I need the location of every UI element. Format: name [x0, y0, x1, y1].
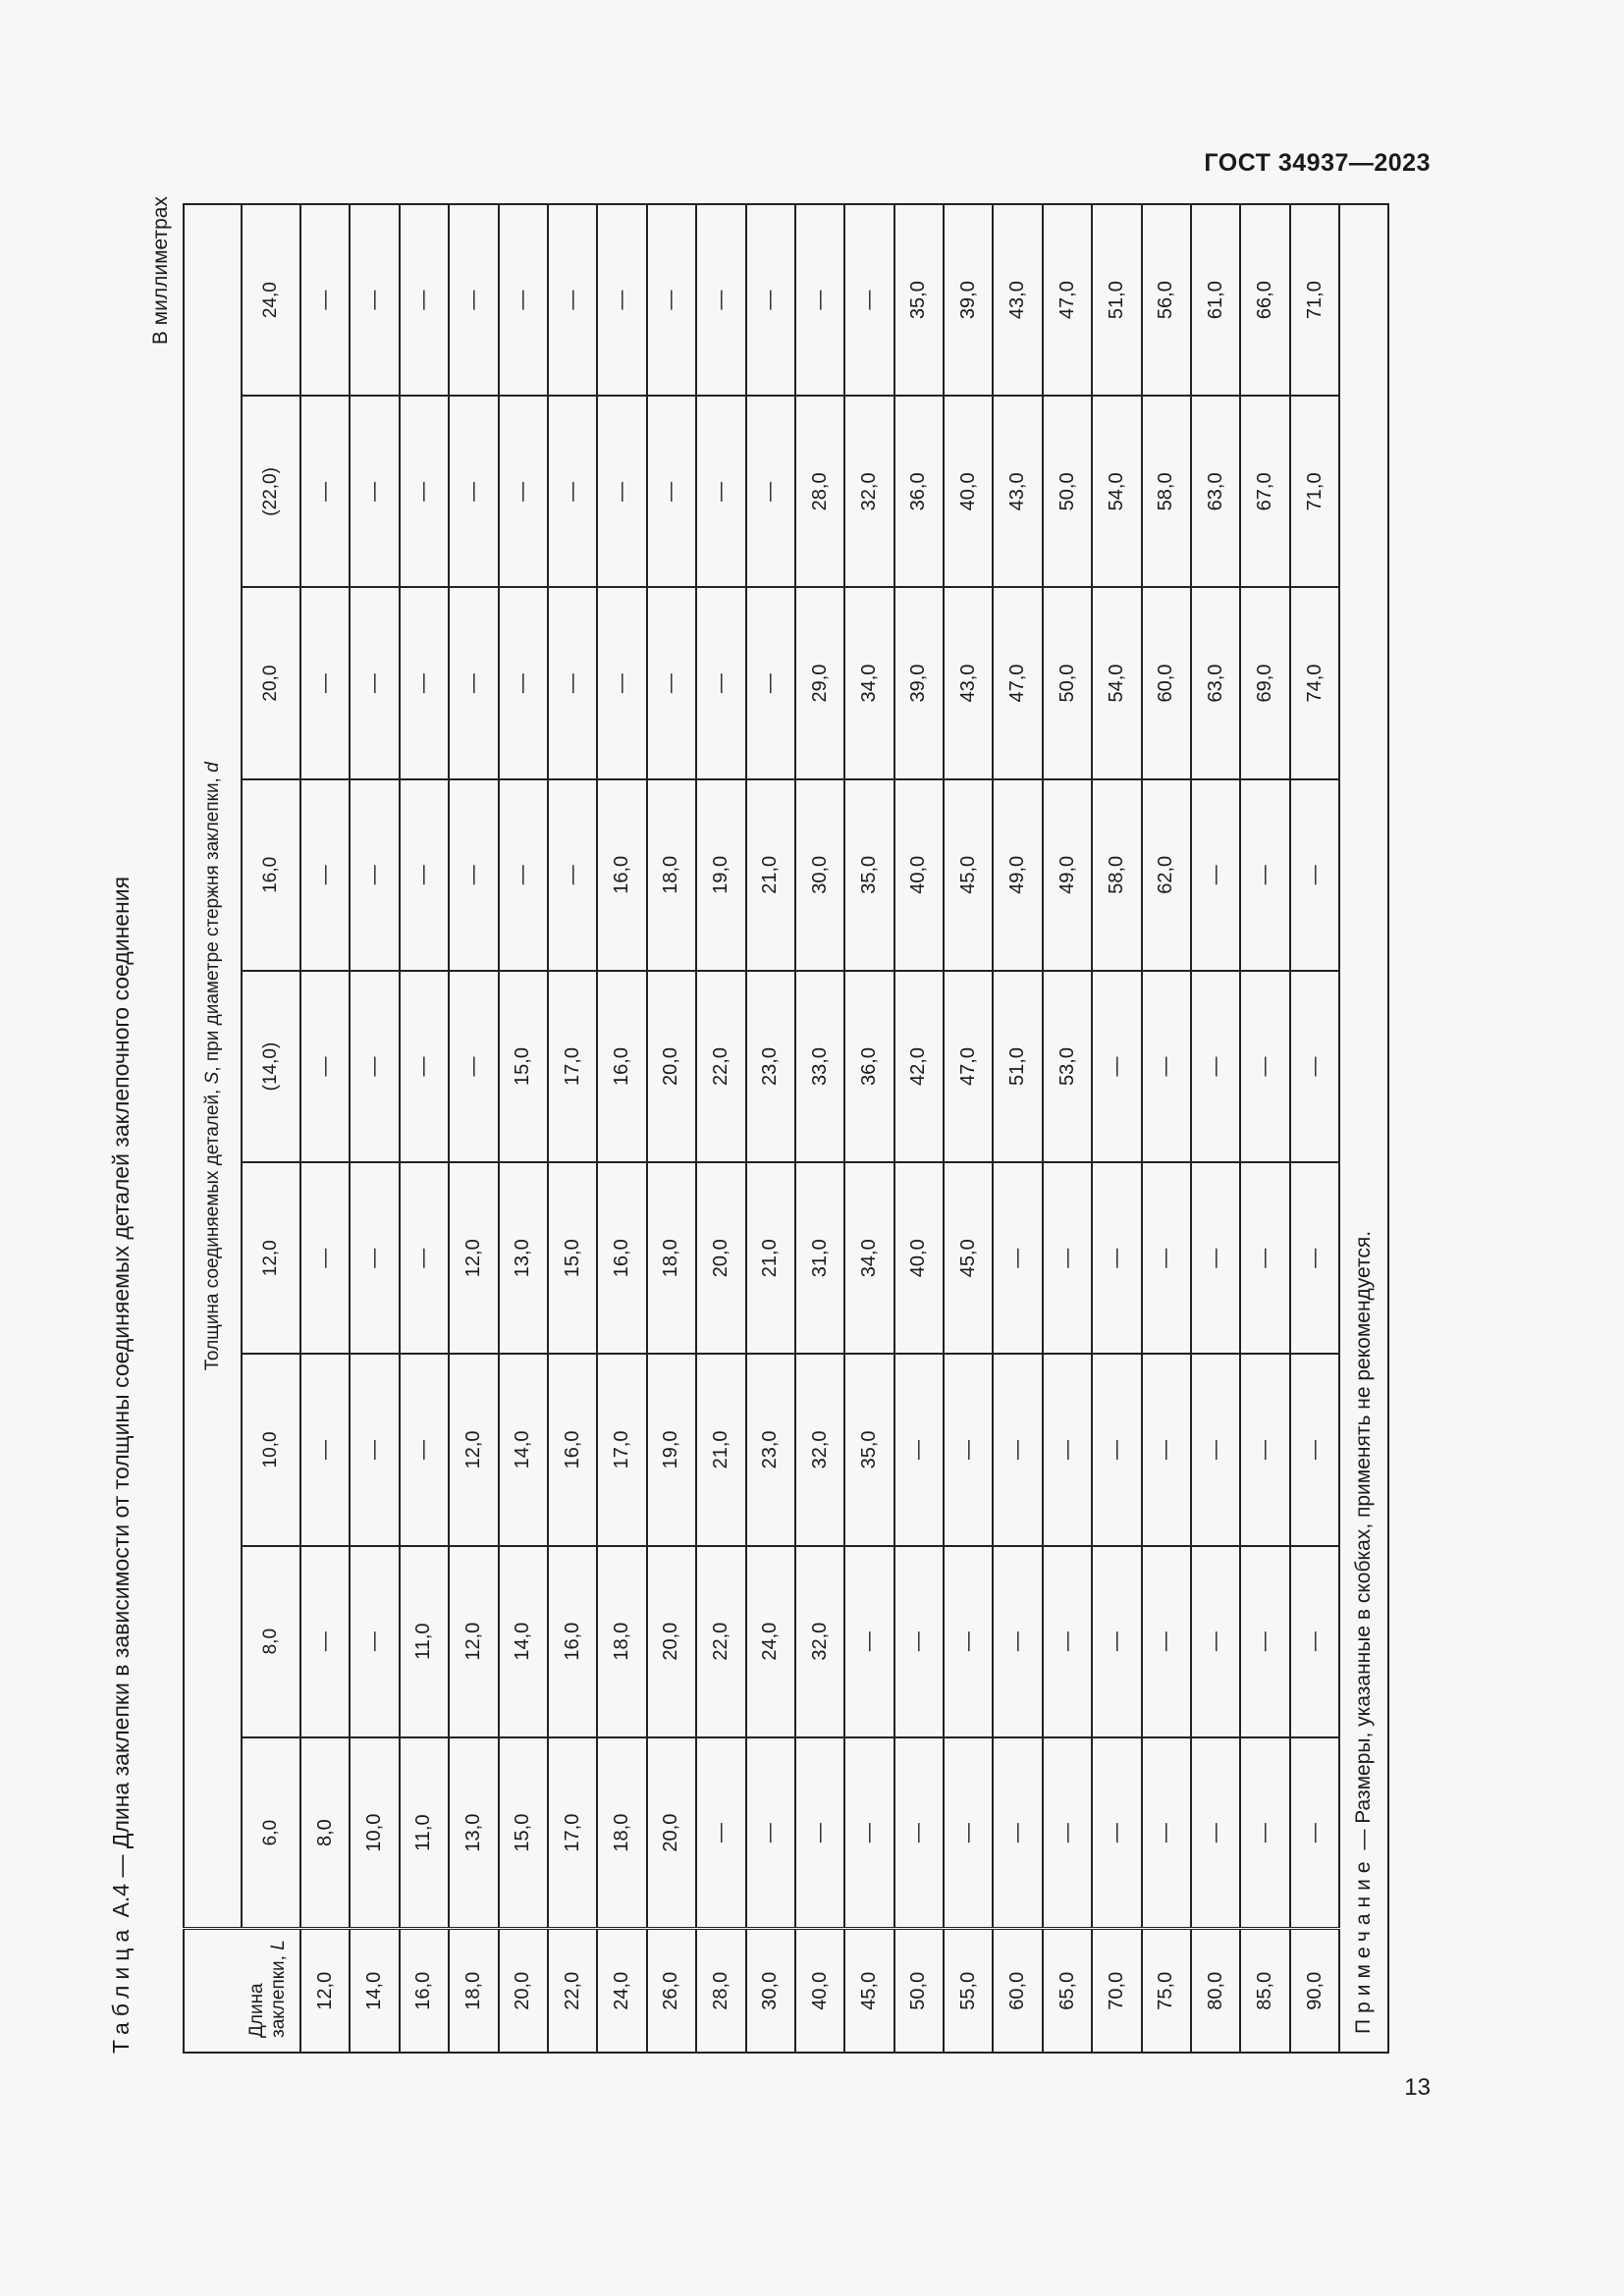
thickness-cell: 17,0 — [548, 1737, 597, 1929]
thickness-cell: 15,0 — [499, 1737, 548, 1929]
thickness-cell: — — [746, 396, 795, 587]
thickness-cell: 71,0 — [1290, 396, 1339, 587]
thickness-cell: 58,0 — [1092, 779, 1141, 971]
thickness-cell: — — [400, 396, 449, 587]
thickness-cell: 17,0 — [597, 1354, 646, 1545]
thickness-cell: — — [350, 779, 399, 971]
thickness-group-header: Толщина соединяемых деталей, S, при диаметре стержня заклепки, d — [184, 204, 242, 1929]
diameter-header: (14,0) — [242, 971, 300, 1162]
header-row-diameters — [242, 204, 300, 2053]
diameter-header: 20,0 — [242, 587, 300, 778]
thickness-cell: — — [894, 1737, 944, 1929]
length-cell: 70,0 — [1092, 1929, 1141, 2053]
caption-prefix: Таблица — [108, 1923, 134, 2054]
thickness-cell: 20,0 — [647, 1737, 696, 1929]
length-header: Длина заклепки, L — [184, 1929, 300, 2053]
thickness-cell: — — [647, 204, 696, 396]
thickness-cell: — — [993, 1162, 1042, 1354]
thickness-cell: — — [350, 1546, 399, 1737]
thickness-cell: — — [449, 587, 498, 778]
thickness-cell: — — [449, 779, 498, 971]
thickness-cell: — — [300, 204, 350, 396]
thickness-cell: — — [894, 1354, 944, 1545]
thickness-cell: 21,0 — [746, 1162, 795, 1354]
thickness-cell: — — [400, 779, 449, 971]
thickness-cell: — — [993, 1354, 1042, 1545]
thickness-cell: — — [746, 587, 795, 778]
thickness-cell: — — [1240, 1354, 1289, 1545]
thickness-cell: 67,0 — [1240, 396, 1289, 587]
thickness-cell: 43,0 — [993, 204, 1042, 396]
thickness-cell: 12,0 — [449, 1354, 498, 1545]
thickness-cell: — — [597, 587, 646, 778]
table-row — [499, 204, 548, 2053]
length-cell: 45,0 — [844, 1929, 893, 2053]
length-cell: 40,0 — [795, 1929, 844, 2053]
thickness-cell: 32,0 — [795, 1354, 844, 1545]
table-row — [597, 204, 646, 2053]
thickness-cell: 16,0 — [597, 1162, 646, 1354]
thickness-cell: — — [1092, 1162, 1141, 1354]
length-cell: 22,0 — [548, 1929, 597, 2053]
table-row — [844, 204, 893, 2053]
thickness-cell: 14,0 — [499, 1546, 548, 1737]
length-cell: 20,0 — [499, 1929, 548, 2053]
thickness-cell: 13,0 — [449, 1737, 498, 1929]
thickness-cell: 13,0 — [499, 1162, 548, 1354]
thickness-cell: 47,0 — [993, 587, 1042, 778]
thickness-cell: 60,0 — [1142, 587, 1191, 778]
table-row — [1043, 204, 1092, 2053]
thickness-cell: 28,0 — [795, 396, 844, 587]
thickness-cell: 34,0 — [844, 587, 893, 778]
thickness-cell: 16,0 — [597, 779, 646, 971]
thickness-cell: 43,0 — [993, 396, 1042, 587]
thickness-cell: — — [400, 971, 449, 1162]
table-row — [746, 204, 795, 2053]
length-cell: 60,0 — [993, 1929, 1042, 2053]
thickness-cell: — — [647, 587, 696, 778]
thickness-cell: — — [1142, 1162, 1191, 1354]
thickness-cell: — — [944, 1737, 993, 1929]
thickness-cell: 15,0 — [499, 971, 548, 1162]
table-row — [449, 204, 498, 2053]
thickness-cell: — — [548, 396, 597, 587]
thickness-cell: — — [844, 1737, 893, 1929]
thickness-cell: — — [300, 396, 350, 587]
thickness-cell: — — [1142, 971, 1191, 1162]
thickness-cell: — — [1240, 971, 1289, 1162]
thickness-cell: — — [795, 204, 844, 396]
thickness-cell: 11,0 — [400, 1546, 449, 1737]
thickness-cell: — — [350, 1162, 399, 1354]
diameter-header: 8,0 — [242, 1546, 300, 1737]
thickness-cell: — — [449, 396, 498, 587]
thickness-cell: 40,0 — [894, 1162, 944, 1354]
length-cell: 90,0 — [1290, 1929, 1339, 2053]
thickness-cell: 12,0 — [449, 1546, 498, 1737]
thickness-cell: 40,0 — [944, 396, 993, 587]
thickness-cell: 43,0 — [944, 587, 993, 778]
thickness-cell: — — [1191, 1546, 1240, 1737]
thickness-cell: — — [1043, 1737, 1092, 1929]
length-cell: 75,0 — [1142, 1929, 1191, 2053]
thickness-cell: 62,0 — [1142, 779, 1191, 971]
thickness-cell: — — [1191, 779, 1240, 971]
note-prefix: Примечание — [1352, 1855, 1376, 2034]
thickness-cell: — — [499, 779, 548, 971]
diameter-header: 24,0 — [242, 204, 300, 396]
thickness-cell: 34,0 — [844, 1162, 893, 1354]
length-cell: 18,0 — [449, 1929, 498, 2053]
thickness-cell: — — [1290, 971, 1339, 1162]
thickness-cell: — — [993, 1546, 1042, 1737]
table-note — [1339, 204, 1388, 2053]
thickness-cell: 61,0 — [1191, 204, 1240, 396]
thickness-cell: — — [1043, 1546, 1092, 1737]
thickness-cell: — — [300, 1354, 350, 1545]
thickness-cell: — — [449, 971, 498, 1162]
thickness-cell: — — [1043, 1354, 1092, 1545]
thickness-cell: 45,0 — [944, 1162, 993, 1354]
thickness-cell: — — [1092, 1546, 1141, 1737]
table-row — [993, 204, 1042, 2053]
thickness-cell: 32,0 — [795, 1546, 844, 1737]
thickness-cell: 42,0 — [894, 971, 944, 1162]
thickness-cell: — — [746, 1737, 795, 1929]
thickness-cell: 21,0 — [746, 779, 795, 971]
thickness-cell: — — [1043, 1162, 1092, 1354]
length-cell: 12,0 — [300, 1929, 350, 2053]
thickness-cell: — — [597, 204, 646, 396]
thickness-cell: 18,0 — [647, 1162, 696, 1354]
table-row — [944, 204, 993, 2053]
thickness-cell: 22,0 — [696, 971, 745, 1162]
diameter-header: 10,0 — [242, 1354, 300, 1545]
thickness-cell: — — [499, 396, 548, 587]
thickness-cell: — — [548, 587, 597, 778]
diameter-header: (22,0) — [242, 396, 300, 587]
thickness-cell: 20,0 — [647, 1546, 696, 1737]
thickness-cell: — — [300, 1162, 350, 1354]
thickness-cell: — — [795, 1737, 844, 1929]
table-row — [795, 204, 844, 2053]
table-row — [1092, 204, 1141, 2053]
rotated-table-block — [108, 196, 1384, 2081]
thickness-cell: 11,0 — [400, 1737, 449, 1929]
table-row — [548, 204, 597, 2053]
thickness-cell: 16,0 — [548, 1546, 597, 1737]
thickness-cell: — — [696, 204, 745, 396]
thickness-cell: 47,0 — [944, 971, 993, 1162]
thickness-cell: — — [1240, 1162, 1289, 1354]
thickness-cell: — — [597, 396, 646, 587]
length-cell: 65,0 — [1043, 1929, 1092, 2053]
thickness-cell: — — [1240, 779, 1289, 971]
thickness-cell: 31,0 — [795, 1162, 844, 1354]
thickness-cell: 18,0 — [597, 1546, 646, 1737]
thickness-cell: 50,0 — [1043, 396, 1092, 587]
thickness-cell: — — [400, 1162, 449, 1354]
thickness-cell: — — [844, 1546, 893, 1737]
thickness-cell: — — [1240, 1737, 1289, 1929]
thickness-cell: 39,0 — [944, 204, 993, 396]
thickness-cell: 8,0 — [300, 1737, 350, 1929]
thickness-cell: — — [696, 396, 745, 587]
thickness-cell: — — [400, 587, 449, 778]
thickness-cell: 71,0 — [1290, 204, 1339, 396]
thickness-cell: — — [1191, 1162, 1240, 1354]
thickness-cell: 45,0 — [944, 779, 993, 971]
length-cell: 24,0 — [597, 1929, 646, 2053]
thickness-cell: — — [1191, 1737, 1240, 1929]
thickness-cell: 18,0 — [647, 779, 696, 971]
note-row — [1339, 204, 1388, 2053]
thickness-cell: 35,0 — [844, 779, 893, 971]
thickness-cell: — — [1142, 1354, 1191, 1545]
thickness-cell: 20,0 — [647, 971, 696, 1162]
thickness-cell: — — [1191, 971, 1240, 1162]
thickness-cell: 18,0 — [597, 1737, 646, 1929]
thickness-cell: — — [696, 587, 745, 778]
thickness-cell: 17,0 — [548, 971, 597, 1162]
length-cell: 28,0 — [696, 1929, 745, 2053]
thickness-cell: 54,0 — [1092, 396, 1141, 587]
thickness-cell: — — [1142, 1737, 1191, 1929]
thickness-cell: 19,0 — [647, 1354, 696, 1545]
thickness-cell: 39,0 — [894, 587, 944, 778]
thickness-cell: 63,0 — [1191, 587, 1240, 778]
length-cell: 50,0 — [894, 1929, 944, 2053]
units-label: В миллиметрах — [149, 196, 172, 346]
thickness-cell: — — [1092, 971, 1141, 1162]
table-caption — [108, 877, 135, 2054]
table-row — [350, 204, 399, 2053]
thickness-cell: — — [548, 204, 597, 396]
thickness-cell: — — [400, 204, 449, 396]
thickness-cell: 53,0 — [1043, 971, 1092, 1162]
rivet-length-table — [183, 203, 1389, 2054]
thickness-cell: 32,0 — [844, 396, 893, 587]
thickness-cell: 20,0 — [696, 1162, 745, 1354]
caption-text: А.4 — Длина заклепки в зависимости от толщины соединяемых деталей заклепочного соединения — [108, 876, 134, 1918]
thickness-cell: — — [350, 204, 399, 396]
document-id: ГОСТ 34937—2023 — [1204, 149, 1431, 177]
thickness-cell: 49,0 — [993, 779, 1042, 971]
thickness-cell: 10,0 — [350, 1737, 399, 1929]
diameter-header: 12,0 — [242, 1162, 300, 1354]
thickness-cell: — — [300, 587, 350, 778]
thickness-cell: 40,0 — [894, 779, 944, 971]
thickness-cell: — — [944, 1354, 993, 1545]
thickness-cell: 16,0 — [548, 1354, 597, 1545]
length-cell: 55,0 — [944, 1929, 993, 2053]
thickness-cell: 23,0 — [746, 971, 795, 1162]
thickness-cell: — — [696, 1737, 745, 1929]
thickness-cell: 63,0 — [1191, 396, 1240, 587]
thickness-cell: — — [350, 1354, 399, 1545]
page-number: 13 — [1404, 2074, 1431, 2101]
thickness-cell: 36,0 — [894, 396, 944, 587]
thickness-cell: — — [1290, 779, 1339, 971]
table-row — [696, 204, 745, 2053]
thickness-cell: — — [746, 204, 795, 396]
length-cell: 85,0 — [1240, 1929, 1289, 2053]
thickness-cell: — — [499, 587, 548, 778]
thickness-cell: 50,0 — [1043, 587, 1092, 778]
thickness-cell: 35,0 — [844, 1354, 893, 1545]
thickness-cell: 36,0 — [844, 971, 893, 1162]
thickness-cell: — — [300, 779, 350, 971]
thickness-cell: 66,0 — [1240, 204, 1289, 396]
thickness-cell: 29,0 — [795, 587, 844, 778]
thickness-cell: 16,0 — [597, 971, 646, 1162]
thickness-cell: — — [1240, 1546, 1289, 1737]
thickness-cell: 58,0 — [1142, 396, 1191, 587]
thickness-cell: 21,0 — [696, 1354, 745, 1545]
table-row — [894, 204, 944, 2053]
thickness-cell: — — [300, 971, 350, 1162]
thickness-cell: 14,0 — [499, 1354, 548, 1545]
thickness-cell: — — [1290, 1162, 1339, 1354]
thickness-cell: — — [1142, 1546, 1191, 1737]
thickness-cell: 24,0 — [746, 1546, 795, 1737]
thickness-cell: 74,0 — [1290, 587, 1339, 778]
thickness-cell: 30,0 — [795, 779, 844, 971]
thickness-cell: — — [1290, 1354, 1339, 1545]
thickness-cell: — — [844, 204, 893, 396]
thickness-cell: 51,0 — [1092, 204, 1141, 396]
thickness-cell: — — [548, 779, 597, 971]
thickness-cell: 35,0 — [894, 204, 944, 396]
thickness-cell: 54,0 — [1092, 587, 1141, 778]
thickness-cell: 49,0 — [1043, 779, 1092, 971]
table-row — [300, 204, 350, 2053]
thickness-cell: 33,0 — [795, 971, 844, 1162]
thickness-cell: 12,0 — [449, 1162, 498, 1354]
table-row — [647, 204, 696, 2053]
thickness-cell: — — [350, 396, 399, 587]
thickness-cell: 22,0 — [696, 1546, 745, 1737]
table-row — [1240, 204, 1289, 2053]
length-cell: 80,0 — [1191, 1929, 1240, 2053]
thickness-cell: — — [894, 1546, 944, 1737]
note-text: — Размеры, указанные в скобках, применять не рекомендуется. — [1352, 1230, 1376, 1856]
length-cell: 30,0 — [746, 1929, 795, 2053]
thickness-cell: — — [1290, 1546, 1339, 1737]
thickness-cell: 23,0 — [746, 1354, 795, 1545]
thickness-cell: — — [1092, 1737, 1141, 1929]
thickness-cell: — — [300, 1546, 350, 1737]
thickness-cell: — — [499, 204, 548, 396]
thickness-cell: 47,0 — [1043, 204, 1092, 396]
thickness-cell: — — [647, 396, 696, 587]
thickness-cell: 51,0 — [993, 971, 1042, 1162]
thickness-cell: 69,0 — [1240, 587, 1289, 778]
thickness-cell: — — [350, 971, 399, 1162]
thickness-cell: — — [1092, 1354, 1141, 1545]
thickness-cell: 19,0 — [696, 779, 745, 971]
thickness-cell: — — [1191, 1354, 1240, 1545]
thickness-cell: 15,0 — [548, 1162, 597, 1354]
thickness-cell: — — [1290, 1737, 1339, 1929]
length-cell: 14,0 — [350, 1929, 399, 2053]
table-row — [1290, 204, 1339, 2053]
diameter-header: 6,0 — [242, 1737, 300, 1929]
length-cell: 16,0 — [400, 1929, 449, 2053]
length-cell: 26,0 — [647, 1929, 696, 2053]
diameter-header: 16,0 — [242, 779, 300, 971]
thickness-cell: — — [944, 1546, 993, 1737]
header-row-group — [184, 204, 242, 2053]
thickness-cell: 56,0 — [1142, 204, 1191, 396]
table-row — [1191, 204, 1240, 2053]
thickness-cell: — — [449, 204, 498, 396]
table-row — [1142, 204, 1191, 2053]
thickness-cell: — — [993, 1737, 1042, 1929]
table-row — [400, 204, 449, 2053]
thickness-cell: — — [400, 1354, 449, 1545]
thickness-cell: — — [350, 587, 399, 778]
